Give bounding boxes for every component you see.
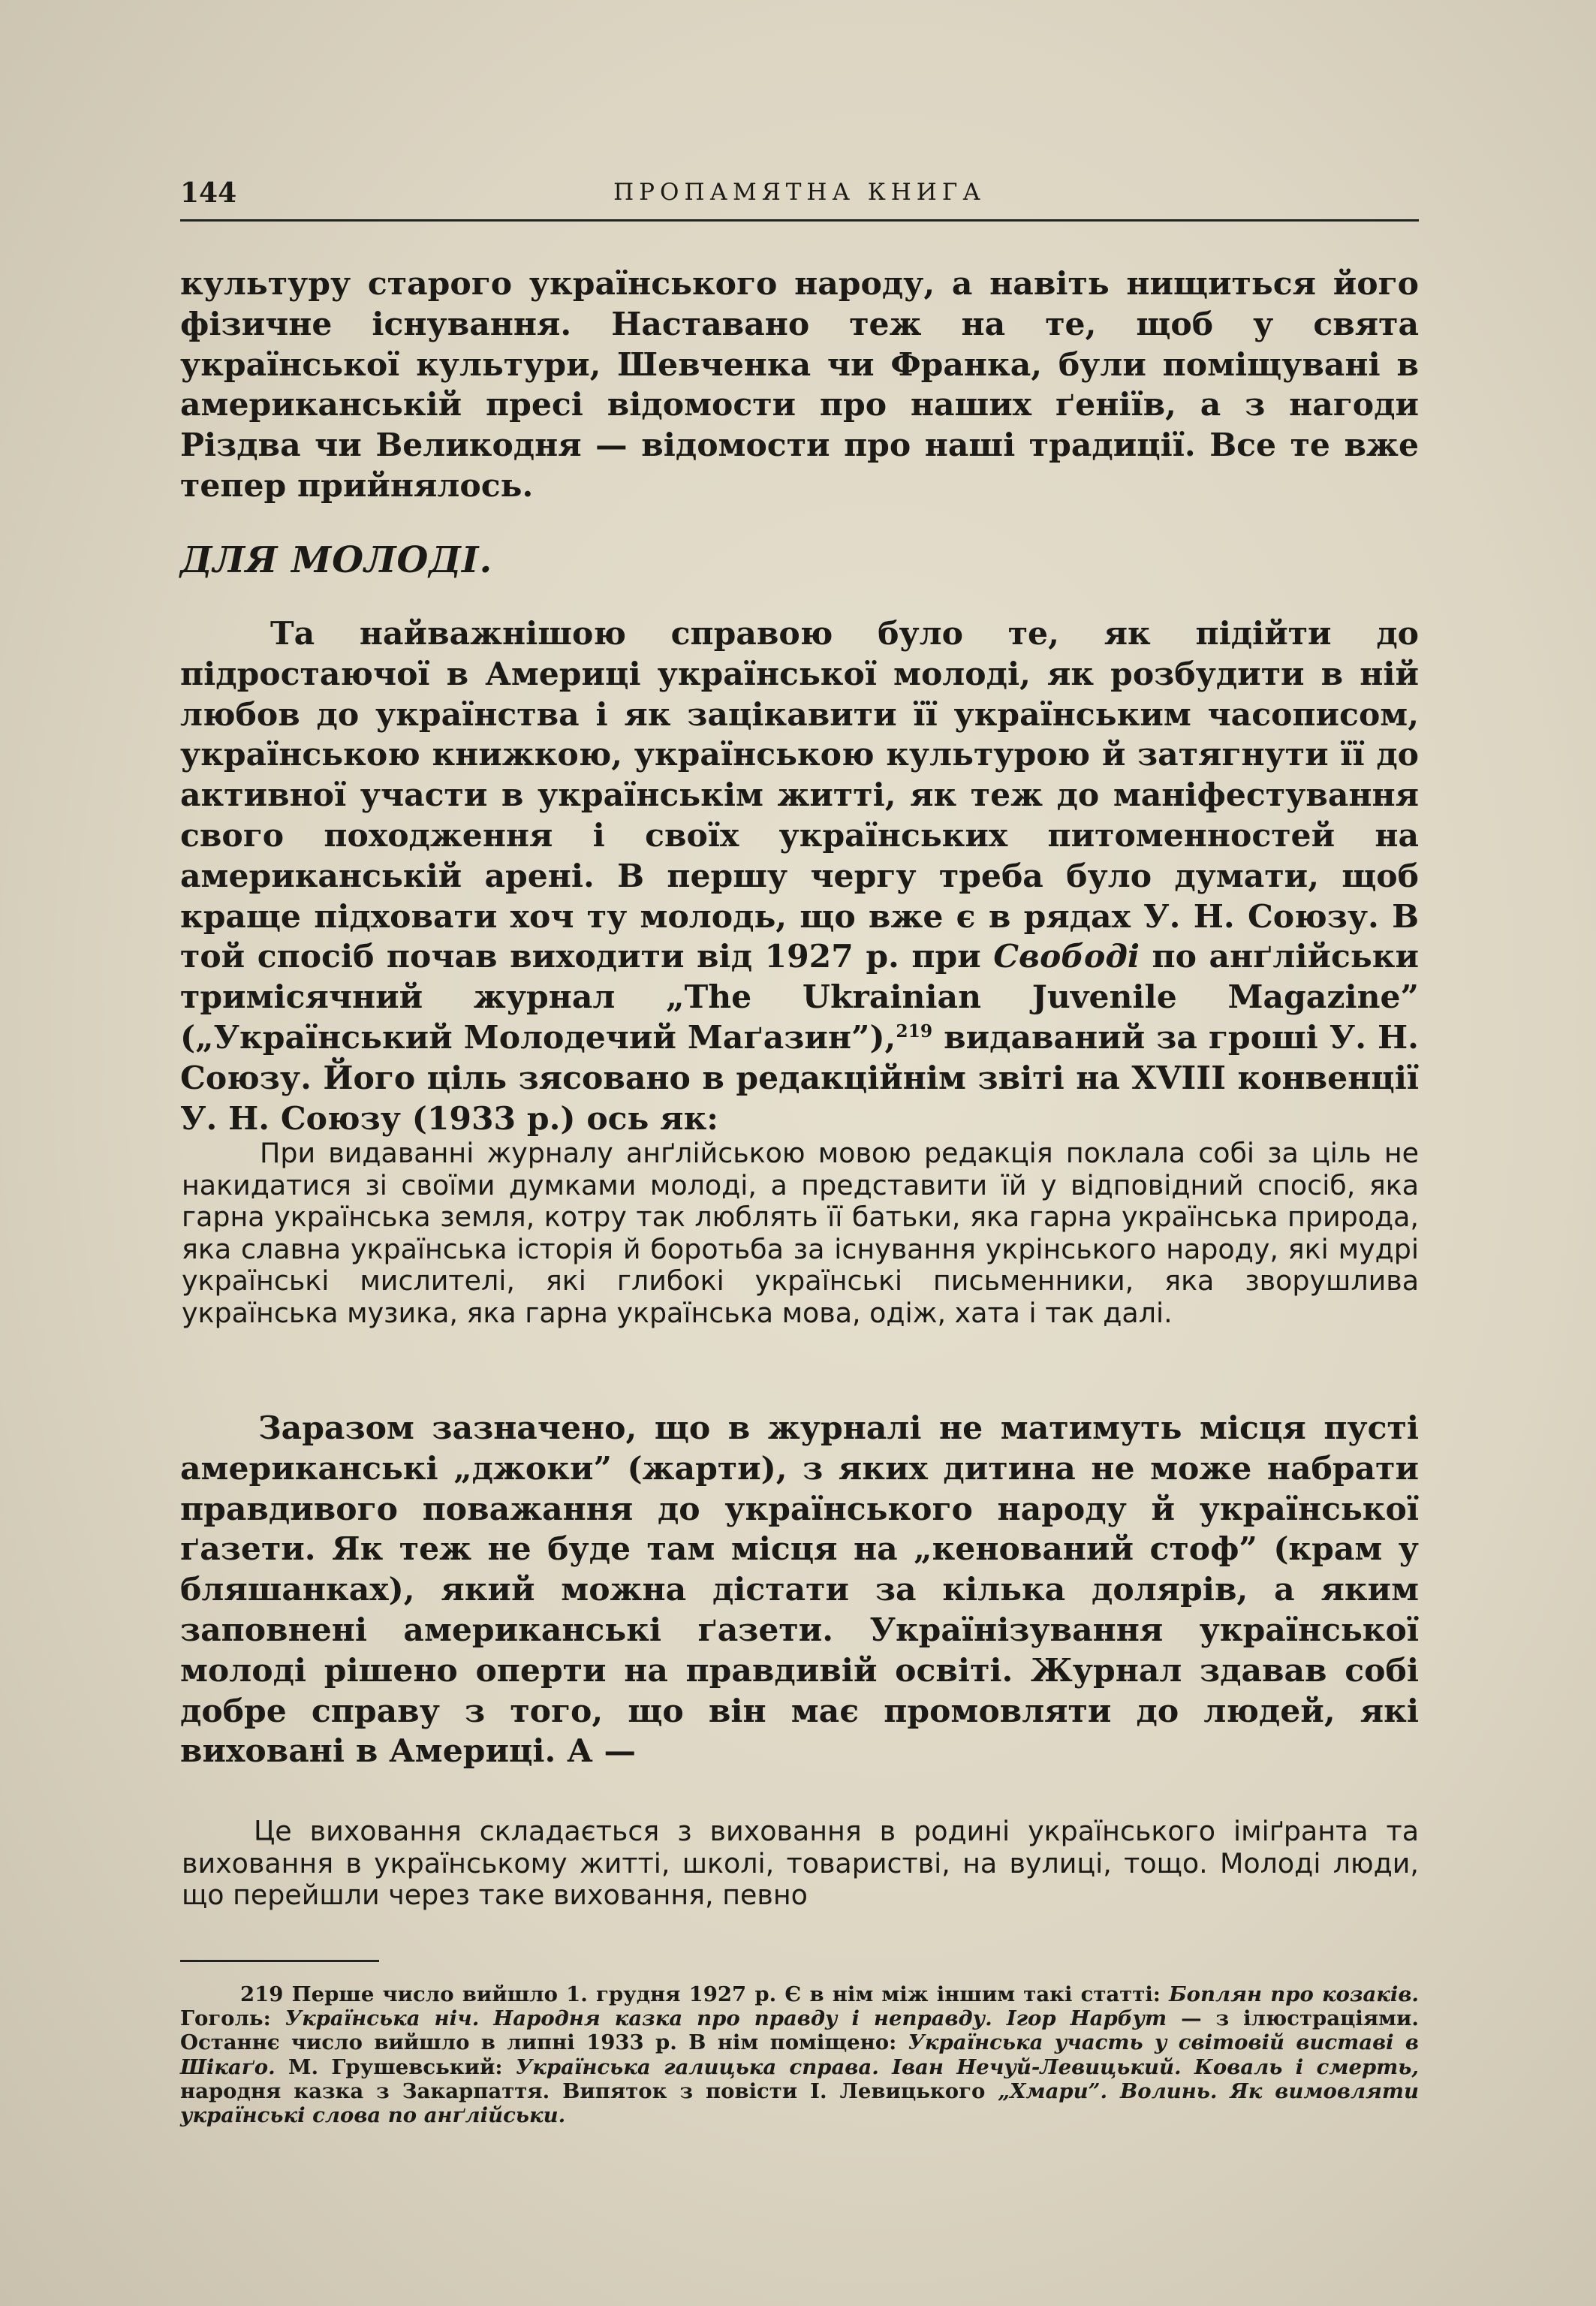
footnote-divider — [180, 1960, 379, 1962]
footnote-text-2: Гоголь: — [180, 2006, 285, 2031]
main-paragraph-part3: видаваний за гроші У. Н. Союзу. Його ціль зясовано в редакційнім звіті на XVIII конвенції У. Н. Союзу (1933 р.) ось як: — [180, 1018, 1419, 1138]
footnote-italic-1: Боплян про козаків. — [1169, 1982, 1419, 2006]
running-head — [180, 177, 1419, 222]
footnote-text-4: М. Грушевський: — [275, 2054, 516, 2079]
footnote-italic-5: „Хмари”. Волинь. Як вимовляти українські слова по анґлійськи. — [180, 2078, 1419, 2128]
footnote-reference: 219 — [896, 1020, 933, 1041]
footnote-italic-4: Українська галицька справа. Іван Нечуй-Левицький. Коваль і смерть, — [515, 2054, 1419, 2079]
second-quotation: Це виховання складається з виховання в родині українського іміґранта та виховання в українському житті, школі, товаристві, на вулиці, тощо. Молоді люди, що перейшли через таке виховання, певно — [182, 1815, 1419, 1912]
footnote-text-1: Перше число вийшло 1. грудня 1927 р. Є в нім між іншим такі статті: — [283, 1982, 1170, 2006]
section-heading: ДЛЯ МОЛОДІ. — [180, 539, 493, 581]
footnote-text-5: народня казка з Закарпаття. Випяток з повісти І. Левицького — [180, 2078, 998, 2103]
footnote-italic-3: Українська участь у світовій виставі в Шікаґо. — [180, 2030, 1419, 2079]
footnote-number: 219 — [240, 1982, 284, 2006]
main-paragraph-part2: по анґлійськи тримісячний журнал „The Ukrainian Juvenile Magazine” („Український Молодечий Маґазин”), — [180, 938, 1419, 1057]
main-paragraph — [180, 614, 1419, 1139]
second-paragraph: Заразом зазначено, що в журналі не матимуть місця пусті американські „джоки” (жарти), з яких дитина не може набрати правдивого поважання до українського народу й української ґазети. Як теж не буде там місця на „кенований стоф” (крам у бляшанках), який можна дістати за кілька долярів, а яким заповнені американські ґазети. Українізування української молоді рішено оперти на правдивій освіті. Журнал здавав собі добре справу з того, що він має промовляти до людей, які виховані в Америці. А — — [180, 1409, 1419, 1771]
first-quotation: При видаванні журналу анґлійською мовою редакція поклала собі за ціль не накидатися зі своїми думками молоді, а представити їй у відповідний спосіб, яка гарна українська земля, котру так люблять її батьки, яка гарна українська природа, яка славна українська історія й боротьба за існування укрінського народу, які мудрі українські мислителі, які глибокі українські письменники, яка зворушлива українська музика, яка гарна українська мова, одіж, хата і так далі. — [182, 1137, 1419, 1329]
page-number: 144 — [180, 177, 237, 209]
footnote-italic-2: Українська ніч. Народня казка про правду і неправду. Ігор Нарбут — [285, 2006, 1167, 2031]
intro-paragraph: культуру старого українського народу, а навіть нищиться його фізичне існування. Наставано теж на те, щоб у свята української культури, Шевченка чи Франка, були поміщувані в американській пресі відомости про наших ґеніїв, а з нагоди Різдва чи Великодня — відомости про наші традиції. Все те вже тепер прийнялось. — [180, 265, 1419, 505]
footnote — [180, 1982, 1419, 2127]
footnote-text-3: — з ілюстраціями. Останнє число вийшло в липні 1933 р. В нім поміщено: — [180, 2006, 1419, 2055]
main-paragraph-part1: Та найважнішою справою було те, як підійти до підростаючої в Америці української молоді, як розбудити в ній любов до українства і як зацікавити її українським часописом, українською книжкою, українською культурою й затягнути її до активної участи в українськім житті, як теж до маніфестування свого походження і своїх українських питоменностей на американській арені. В першу чергу треба було думати, щоб краще підховати хоч ту молодь, що вже є в рядах У. Н. Союзу. В той спосіб почав виходити від 1927 р. при — [180, 615, 1419, 976]
running-head-title: ПРОПАМЯТНА КНИГА — [613, 179, 986, 206]
main-paragraph-italic-title: Свободі — [993, 938, 1140, 976]
